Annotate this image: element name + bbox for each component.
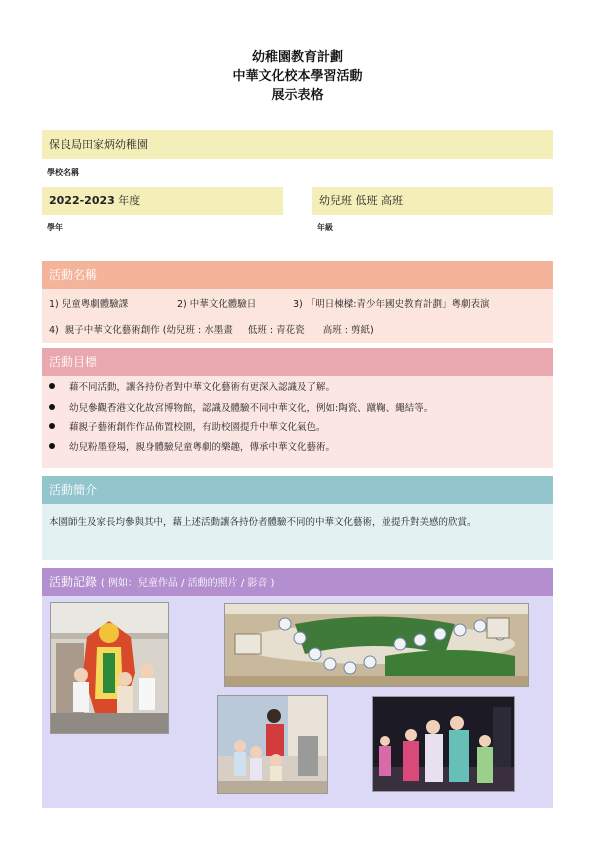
goal-text-2: 幼兒參觀香港文化故宮博物館，認識及體驗不同中華文化，例如:陶瓷、蹴鞠、繩結等。 bbox=[69, 403, 434, 414]
goal-item-1 bbox=[49, 381, 335, 395]
grade-field bbox=[312, 187, 553, 215]
photo-children-opera-prop-image bbox=[51, 603, 168, 733]
intro-heading: 活動簡介 bbox=[42, 476, 553, 504]
activity-3: 3) 「明日棟樑:青少年國史教育計劃」粵劇表演 bbox=[293, 299, 490, 310]
title-line-2: 中華文化校本學習活動 bbox=[232, 69, 363, 84]
goal-text-1: 藉不同活動，讓各持份者對中華文化藝術有更深入認識及了解。 bbox=[69, 382, 336, 393]
document-title bbox=[0, 48, 595, 105]
bullet-icon bbox=[49, 443, 55, 449]
records-heading-note: ( 例如：兒童作品 / 活動的照片 / 影音 ) bbox=[100, 578, 275, 589]
goals-body bbox=[42, 376, 553, 468]
activities-line-1 bbox=[49, 298, 490, 312]
school-year-value bbox=[42, 187, 283, 215]
grade-value: 幼兒班 低班 高班 bbox=[319, 194, 403, 207]
goals-heading: 活動目標 bbox=[42, 348, 553, 376]
goal-item-3 bbox=[49, 421, 326, 435]
photo-children-opera-prop bbox=[50, 602, 169, 734]
photo-plate-exhibit bbox=[224, 603, 529, 687]
records-body bbox=[42, 596, 553, 808]
photo-classroom-children bbox=[217, 695, 328, 794]
title-line-3: 展示表格 bbox=[271, 88, 324, 103]
activity-2: 2) 中華文化體驗日 bbox=[177, 299, 257, 310]
activities-body bbox=[42, 289, 553, 343]
school-year-suffix: 年度 bbox=[118, 194, 141, 207]
bullet-icon bbox=[49, 383, 55, 389]
photo-classroom-children-image bbox=[218, 696, 327, 793]
goal-item-4 bbox=[49, 441, 335, 455]
activity-1: 1) 兒童粵劇體驗課 bbox=[49, 299, 129, 310]
goal-item-2 bbox=[49, 402, 433, 416]
intro-text: 本園師生及家長均參與其中，藉上述活動讓各持份者體驗不同的中華文化藝術，並提升對美感的欣賞。 bbox=[49, 517, 477, 528]
records-heading bbox=[42, 568, 553, 596]
school-year-number: 2022-2023 bbox=[49, 194, 115, 207]
school-name-label: 學校名稱 bbox=[47, 168, 79, 177]
activities-line-2: 4) 親子中華文化藝術創作 (幼兒班 : 水墨畫 低班 : 青花瓷 高班 : 剪紙) bbox=[49, 325, 374, 336]
goal-text-4: 幼兒粉墨登場，親身體驗兒童粵劇的樂趣，傳承中華文化藝術。 bbox=[69, 442, 336, 453]
activities-heading: 活動名稱 bbox=[42, 261, 553, 289]
intro-body bbox=[42, 504, 553, 560]
grade-label: 年級 bbox=[317, 223, 333, 232]
school-year-label: 學年 bbox=[47, 223, 63, 232]
school-year-field bbox=[42, 187, 283, 215]
title-line-1: 幼稚園教育計劃 bbox=[251, 50, 343, 65]
bullet-icon bbox=[49, 404, 55, 410]
goal-text-3: 藉親子藝術創作作品佈置校園，有助校園提升中華文化氣色。 bbox=[69, 422, 326, 433]
bullet-icon bbox=[49, 423, 55, 429]
photo-opera-stage bbox=[372, 696, 515, 792]
school-name-value: 保良局田家炳幼稚園 bbox=[49, 138, 148, 151]
photo-plate-exhibit-image bbox=[225, 604, 528, 686]
records-heading-title: 活動記錄 bbox=[49, 575, 98, 589]
photo-opera-stage-image bbox=[373, 697, 514, 791]
school-name-field bbox=[42, 130, 553, 159]
